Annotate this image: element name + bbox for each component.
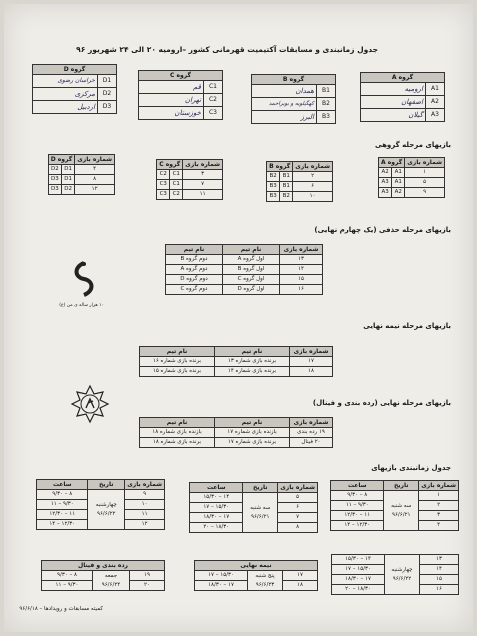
table-cell: C1: [204, 81, 223, 94]
table-header-cell: شماره بازی: [280, 245, 323, 255]
table-header-cell: تاریخ: [384, 481, 419, 491]
table-cell: ۱۵: [280, 275, 323, 285]
table-cell: ۸: [75, 175, 115, 185]
table-cell: ۱۱: [183, 190, 223, 200]
table-cell: B2: [280, 192, 293, 202]
table-cell: ۱۴ – ۱۵/۳۰: [332, 555, 385, 565]
table-cell: سه شنبه ۹۶/۶/۲۱: [384, 491, 419, 531]
table-cell: ۱۷: [283, 571, 318, 581]
table-header-cell: ساعت: [331, 481, 384, 491]
table-cell: بازنده بازی شماره ۱۸: [140, 428, 215, 438]
registration-group-a: [360, 72, 445, 122]
table-cell: ۱۸/۳۰ – ۲۰: [332, 585, 385, 595]
table-cell: ارومیه: [361, 83, 426, 96]
table-cell: ۱۷ – ۱۸/۳۰: [332, 575, 385, 585]
table-header-cell: نام تیم: [140, 418, 215, 428]
table-cell: D2: [61, 185, 74, 195]
table-cell: قم: [139, 81, 204, 94]
table-header-cell: نام تیم: [215, 347, 290, 357]
semifinal-heading: بازیهای مرحله نیمه نهایی: [363, 322, 451, 330]
table-cell: اول گروه C: [223, 275, 280, 285]
table-cell: B1: [280, 182, 293, 192]
table-cell: B2: [317, 98, 336, 111]
schedule-block-2: [189, 482, 318, 533]
table-cell: B1: [280, 172, 293, 182]
table-cell: اصفهان: [361, 96, 426, 109]
group-stage-heading: بازیهای مرحله گروهی: [374, 141, 451, 149]
table-cell: برنده بازی شماره ۱۴: [215, 367, 290, 377]
footer-note: کمیته مسابقات و رویدادها – ۹۶/۶/۱۸: [19, 606, 103, 612]
table-cell: ۹/۳۰ – ۱۱: [37, 500, 88, 510]
table-header-cell: رده بندی و فینال: [42, 561, 165, 571]
federation-logo: [70, 384, 110, 424]
table-header-cell: ساعت: [37, 480, 88, 490]
table-cell: C3: [204, 107, 223, 120]
table-cell: C1: [170, 180, 183, 190]
table-cell: ۱۹ رده بندی: [290, 428, 333, 438]
table-cell: ۸ – ۹/۳۰: [37, 490, 88, 500]
table-header-cell: نام تیم: [140, 347, 215, 357]
table-cell: A2: [379, 168, 392, 178]
registration-group-b: [251, 74, 336, 124]
table-cell: D2: [48, 165, 61, 175]
table-cell: ۱۵/۳۰ – ۱۷: [190, 503, 243, 513]
table-cell: ۱۴ – ۱۵/۳۰: [190, 493, 243, 503]
table-header-cell: نام تیم: [215, 418, 290, 428]
table-cell: ۸ – ۹/۳۰: [42, 571, 93, 581]
table-cell: اول گروه B: [223, 265, 280, 275]
group-label: گروه C: [139, 71, 223, 81]
table-cell: ۴: [419, 521, 459, 531]
table-cell: ۱۰: [125, 500, 165, 510]
federation-emblem-icon: [70, 384, 110, 424]
group-stage-c: [156, 159, 223, 200]
table-cell: برنده بازی شماره ۱۷: [215, 438, 290, 448]
table-cell: ۱۴: [420, 565, 459, 575]
table-cell: ۹/۳۰ – ۱۱: [42, 581, 93, 591]
table-cell: A1: [426, 83, 445, 96]
table-cell: A3: [379, 178, 392, 188]
table-cell: B3: [267, 182, 280, 192]
final-heading: بازیهای مرحله نهایی (رده بندی و فینال): [312, 399, 451, 407]
table-cell: بازنده بازی شماره ۱۷: [215, 428, 290, 438]
table-cell: ۱۸/۳۰ – ۲۰: [190, 523, 243, 533]
table-cell: ۱۲/۳۰ – ۱۴: [37, 520, 88, 530]
table-header-cell: شماره بازی: [75, 155, 115, 165]
table-cell: ۱۶: [280, 285, 323, 295]
table-cell: ۱۸: [283, 581, 318, 591]
group-label: گروه B: [252, 75, 336, 85]
table-cell: دوم گروه A: [166, 265, 223, 275]
table-header-cell: گروه C: [157, 160, 183, 170]
table-cell: A2: [426, 96, 445, 109]
table-cell: ۱۴: [280, 265, 323, 275]
table-header-cell: ساعت: [190, 483, 243, 493]
table-cell: دوم گروه C: [166, 285, 223, 295]
table-cell: B2: [267, 172, 280, 182]
table-cell: ۱۱ – ۱۲/۳۰: [37, 510, 88, 520]
table-header-cell: نیمه نهایی: [195, 561, 318, 571]
table-cell: دوم گروه D: [166, 275, 223, 285]
table-cell: D3: [98, 101, 117, 114]
table-cell: اول گروه A: [223, 255, 280, 265]
table-cell: ۱۲: [75, 185, 115, 195]
table-header-cell: نام تیم: [223, 245, 280, 255]
table-cell: کهگیلویه و بویراحمد: [252, 98, 317, 111]
table-cell: ۹: [125, 490, 165, 500]
table-header-cell: شماره بازی: [183, 160, 223, 170]
quarterfinal-heading: بازیهای مرحله حذفی (یک چهارم نهایی): [314, 226, 451, 234]
schedule-block-3: [36, 479, 165, 530]
table-cell: اول گروه D: [223, 285, 280, 295]
table-cell: ۲: [293, 172, 333, 182]
table-cell: C2: [204, 94, 223, 107]
table-cell: برنده بازی شماره ۱۳: [215, 357, 290, 367]
table-cell: ۹: [405, 188, 445, 198]
table-cell: ۱۷ – ۱۸/۳۰: [190, 513, 243, 523]
table-cell: ۲: [419, 501, 459, 511]
schedule-sheet: [4, 4, 473, 632]
table-cell: ۲۰: [130, 581, 165, 591]
quarterfinal-table: [165, 244, 323, 295]
table-cell: ۶: [278, 503, 318, 513]
table-cell: D2: [98, 88, 117, 101]
table-cell: A3: [426, 109, 445, 122]
table-cell: ۵: [278, 493, 318, 503]
schedule-final: [41, 560, 165, 591]
page-title: جدول زمانبندی و مسابقات آکتیمیت قهرمانی کشور –ارومیه ۲۰ الی ۲۴ شهریور ۹۶: [76, 45, 378, 54]
table-cell: ۱۳: [420, 555, 459, 565]
table-cell: ۱: [405, 168, 445, 178]
table-cell: تهران: [139, 94, 204, 107]
table-header-cell: تاریخ: [88, 480, 125, 490]
table-cell: ۵: [405, 178, 445, 188]
table-cell: ۴: [75, 165, 115, 175]
table-header-cell: شماره بازی: [278, 483, 318, 493]
table-cell: D3: [48, 185, 61, 195]
table-cell: ۳: [183, 170, 223, 180]
table-cell: ۱۱: [125, 510, 165, 520]
table-cell: چهارشنبه ۹۶/۶/۲۲: [88, 490, 125, 530]
table-cell: خوزستان: [139, 107, 204, 120]
semifinal-table: [139, 346, 333, 377]
table-header-cell: تاریخ: [243, 483, 278, 493]
table-cell: برنده بازی شماره ۱۶: [140, 357, 215, 367]
table-cell: B3: [317, 111, 336, 124]
table-cell: مرکزی: [33, 88, 98, 101]
table-cell: ۹/۳۰ – ۱۱: [331, 501, 384, 511]
table-header-cell: شماره بازی: [290, 347, 333, 357]
table-cell: البرز: [252, 111, 317, 124]
schedule-semifinal: [194, 560, 318, 591]
schedule-block-1: [330, 480, 459, 531]
table-cell: ۱۵: [420, 575, 459, 585]
schedule-block-4: [331, 554, 459, 595]
table-cell: جمعه ۹۶/۶/۲۴: [93, 571, 130, 591]
table-cell: اردبیل: [33, 101, 98, 114]
table-cell: گیلان: [361, 109, 426, 122]
table-header-cell: نام تیم: [166, 245, 223, 255]
table-cell: B1: [317, 85, 336, 98]
table-cell: ۲۰ فینال: [290, 438, 333, 448]
table-header-cell: شماره بازی: [405, 158, 445, 168]
table-cell: برنده بازی شماره ۱۸: [140, 438, 215, 448]
table-cell: ۱۲: [125, 520, 165, 530]
table-cell: C1: [170, 170, 183, 180]
schedule-heading: جدول زمانبندی بازیهای: [371, 464, 451, 472]
table-cell: A1: [392, 178, 405, 188]
table-cell: A1: [392, 168, 405, 178]
table-header-cell: شماره بازی: [293, 162, 333, 172]
logo-caption: ۱۰ هزار ساله ی من (ع): [59, 303, 104, 308]
logo-icon: [64, 259, 104, 299]
table-cell: D3: [48, 175, 61, 185]
group-stage-b: [266, 161, 333, 202]
table-cell: ۱۰: [293, 192, 333, 202]
table-header-cell: شماره بازی: [419, 481, 459, 491]
table-cell: ۱۹: [130, 571, 165, 581]
table-cell: چهارشنبه ۹۶/۶/۲۲: [385, 555, 420, 595]
table-cell: ۷: [183, 180, 223, 190]
table-cell: A2: [392, 188, 405, 198]
association-logo: [59, 259, 104, 308]
table-header-cell: گروه A: [379, 158, 405, 168]
table-cell: ۳: [419, 511, 459, 521]
table-cell: ۱: [419, 491, 459, 501]
table-cell: ۱۱ – ۱۲/۳۰: [331, 511, 384, 521]
table-cell: ۱۷ – ۱۸/۳۰: [195, 581, 248, 591]
table-cell: ۷: [278, 513, 318, 523]
table-cell: D1: [61, 165, 74, 175]
table-cell: ۱۸: [290, 367, 333, 377]
table-cell: ۱۳: [280, 255, 323, 265]
table-header-cell: شماره بازی: [290, 418, 333, 428]
group-stage-d: [48, 154, 115, 195]
registration-group-c: [138, 70, 223, 120]
group-stage-a: [378, 157, 445, 198]
table-cell: C3: [157, 180, 170, 190]
group-label: گروه A: [361, 73, 445, 83]
table-header-cell: شماره بازی: [125, 480, 165, 490]
table-cell: دوم گروه B: [166, 255, 223, 265]
table-cell: ۱۵/۳۰ – ۱۷: [332, 565, 385, 575]
table-cell: ۱۷: [290, 357, 333, 367]
table-cell: A3: [379, 188, 392, 198]
table-cell: خراسان رضوی: [33, 75, 98, 88]
table-header-cell: گروه B: [267, 162, 293, 172]
table-cell: ۱۲/۳۰ – ۱۴: [331, 521, 384, 531]
table-cell: سه شنبه ۹۶/۶/۲۱: [243, 493, 278, 533]
table-cell: ۸: [278, 523, 318, 533]
table-cell: C2: [170, 190, 183, 200]
table-cell: ۱۶: [420, 585, 459, 595]
table-cell: ۸ – ۹/۳۰: [331, 491, 384, 501]
final-table: [139, 417, 333, 448]
table-header-cell: گروه D: [48, 155, 75, 165]
table-cell: ۱۵/۳۰ – ۱۷: [195, 571, 248, 581]
table-cell: D1: [61, 175, 74, 185]
table-cell: برنده بازی شماره ۱۵: [140, 367, 215, 377]
table-cell: ۶: [293, 182, 333, 192]
table-cell: D1: [98, 75, 117, 88]
table-cell: B3: [267, 192, 280, 202]
table-cell: پنج شنبه ۹۶/۶/۲۳: [248, 571, 283, 591]
group-label: گروه D: [33, 65, 117, 75]
registration-group-d: [32, 64, 117, 114]
table-cell: C3: [157, 190, 170, 200]
table-cell: همدان: [252, 85, 317, 98]
table-cell: C2: [157, 170, 170, 180]
